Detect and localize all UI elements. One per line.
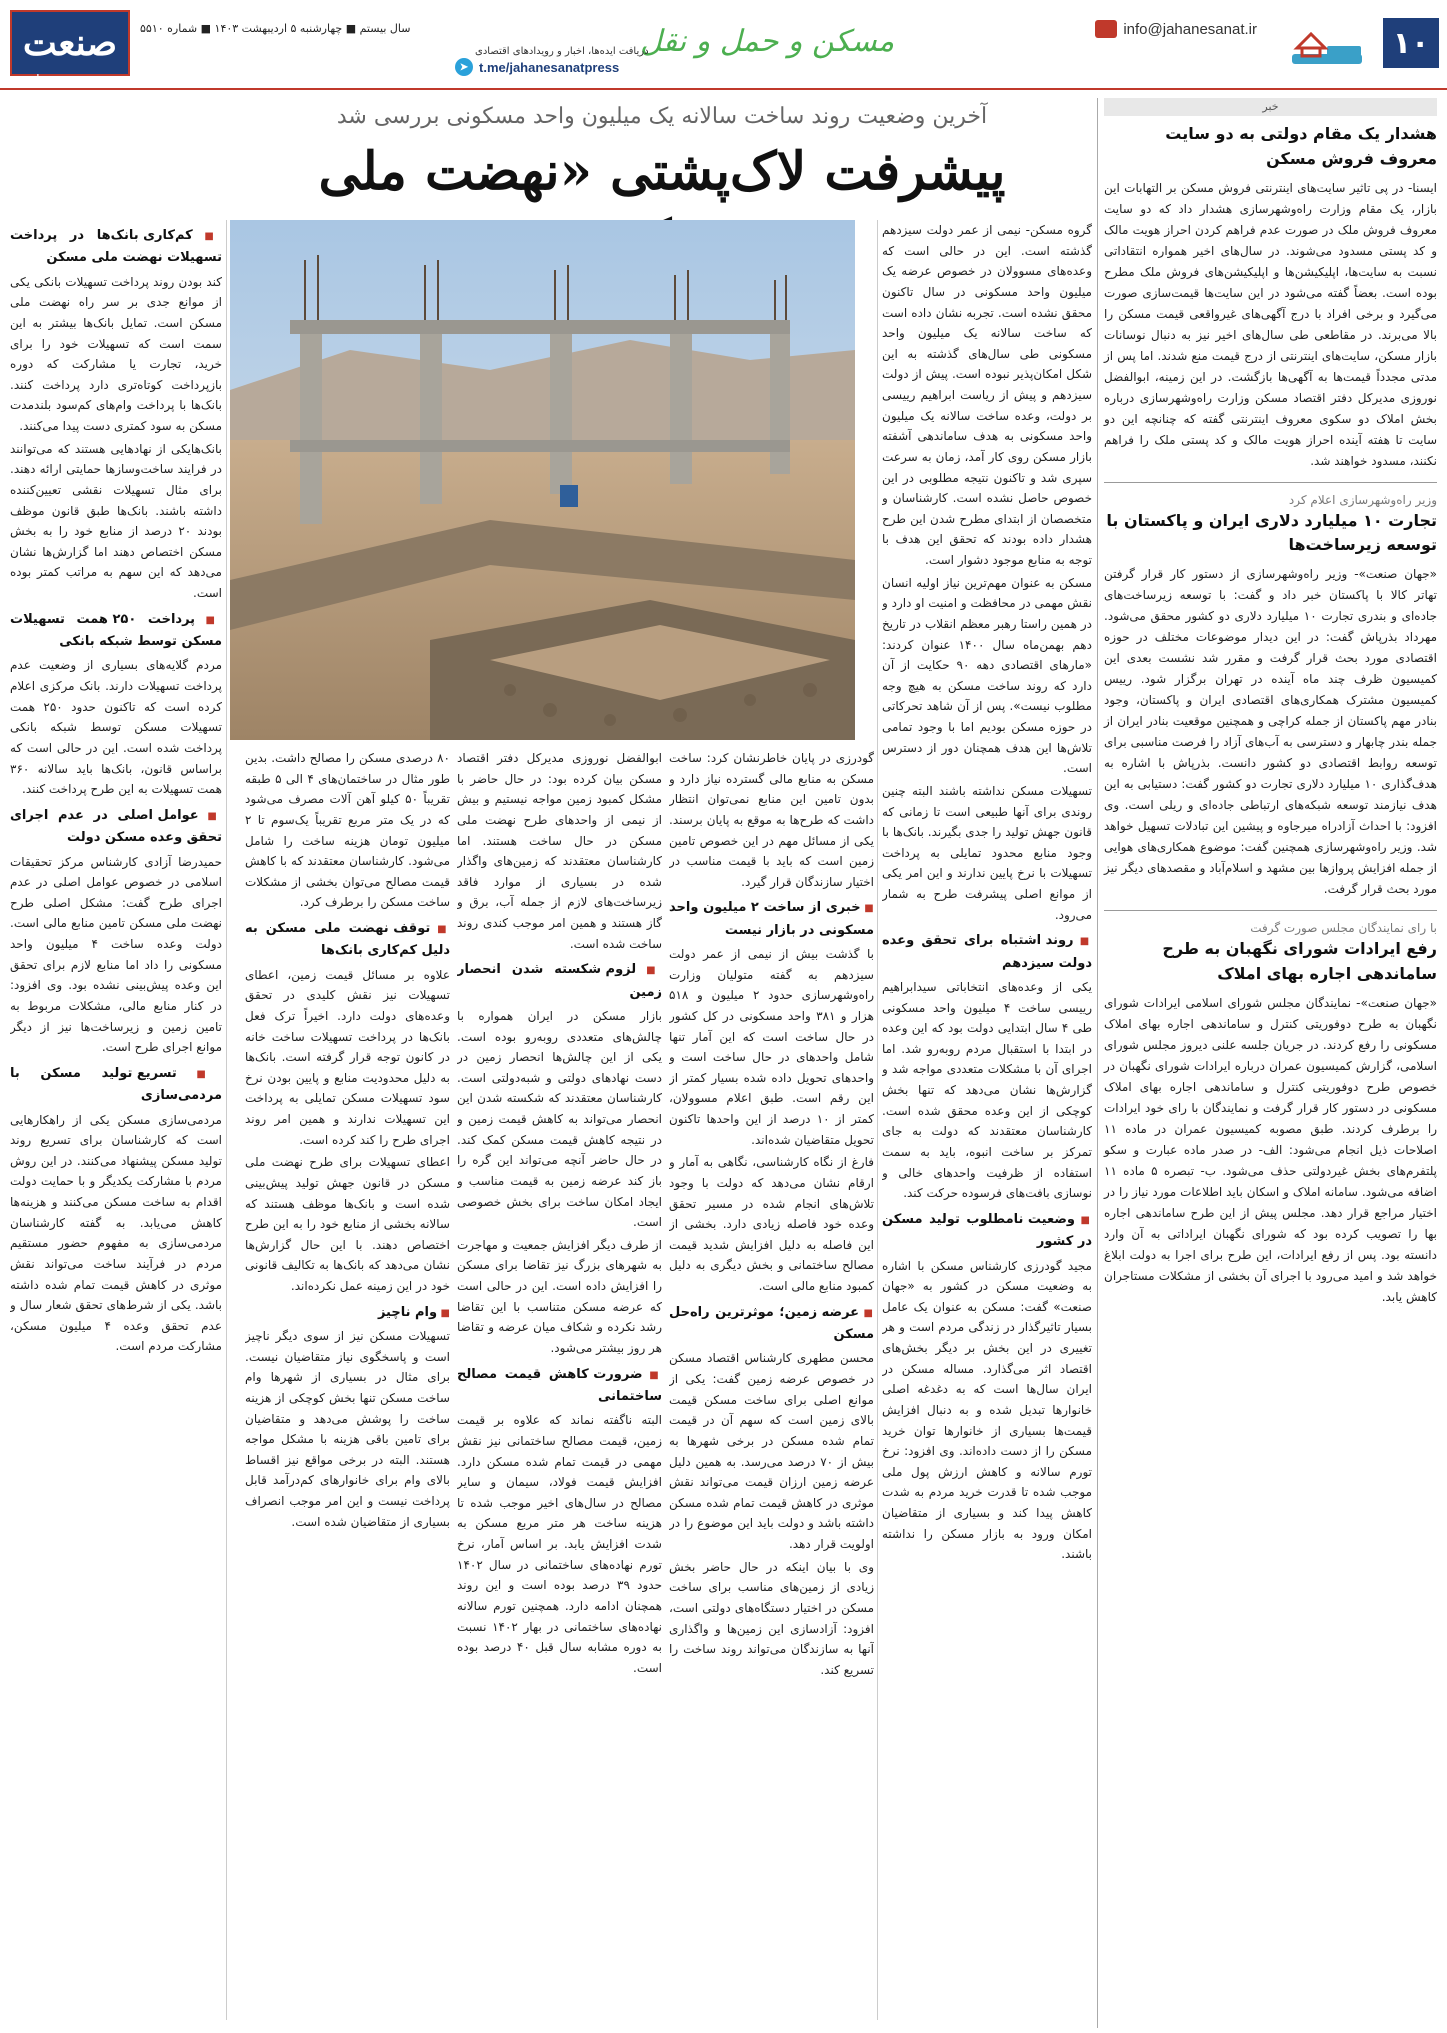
paragraph: مردم گلایه‌های بسیاری از وضعیت عدم پرداخت تسهیلات دارند. بانک مرکزی اعلام کرده است که تاکنون حدود ۲۵۰ همت تسهیلات مسکن توسط شبکه بانکی پرداخت شده است. این در حالی است که براساس قانون، بانک‌ها باید سالانه ۳۶۰ همت تسهیلات به این طرح پرداخت کنند. xyxy=(10,658,222,797)
paragraph: با گذشت بیش از نیمی از عمر دولت سیزدهم به گفته متولیان وزارت راه‌وشهرسازی حدود ۲ میلیون و ۵۱۸ هزار و ۳۸۱ واحد مسکونی در کل کشور در حال ساخت است که این آمار تنها شامل واحدهای در حال ساخت است و واحدهای تحویل داده شده بسیار کمتر از این رقم است. طبق اعلام مسوولان، کمتر از ۱۰ درصد از این واحدها تاکنون تحویل متقاضیان شده‌اند. xyxy=(669,947,874,1147)
main-article xyxy=(10,98,1092,2028)
article-headline: پیشرفت لاک‌پشتی «نهضت ملی xyxy=(318,141,1006,202)
sidebar-story1-body: ایسنا- در پی تاثیر سایت‌های اینترنتی فروش مسکن بر التهابات این بازار، یک مقام وزارت راه‌وشهرسازی هشدار داد که دو سایت معروف فروش ملک در صورت عدم فراهم کردن احراز هویت مالک و کد پستی مسدود می‌شوند. در سال‌های اخیر همواره انتقاداتی نسبت به سایت‌ها، اپلیکیشن‌ها و اپلیکیشن‌های فروش ملک مطرح بوده است. بعضاً گفته می‌شود در این سایت‌ها قیمت‌سازی صورت می‌گیرد و برخی افراد با درج آگهی‌های غیرواقعی قیمت مسکن را بالا می‌برند. در مقاطعی طی سال‌های اخیر نیز به دنبال نوسانات بازار مسکن، سایت‌های اینترنتی از درج قیمت منع شدند. اما پس از مدتی مجدداً قیمت‌ها به آگهی‌ها بازگشت. در این زمینه، ابوالفضل نوروزی مدیرکل دفتر اقتصاد مسکن وزارت راه‌وشهرسازی درباره بخش املاک دو سکوی معروف اینترنتی گفته که چنانچه این دو سایت تا هفته آینده احراز هویت مالک و کد پستی ملک را فراهم نکنند، مسدود خواهند شد. xyxy=(1104,180,1437,468)
sidebar-story3-title: رفع ایرادات شورای نگهبان به طرح ساماندهی اجاره بهای املاک xyxy=(1162,939,1437,983)
email-text: info@jahanesanat.ir xyxy=(1123,20,1257,38)
article-column-1 xyxy=(882,220,1092,2025)
section-title: مسکن و حمل و نقل xyxy=(640,24,895,59)
paragraph: علاوه بر مسائل قیمت زمین، اعطای تسهیلات نیز نقش کلیدی در تحقق وعده‌های دولت دارد. اخیراً ترک فعل بانک‌ها در پرداخت تسهیلات ساخت خانه در کانون توجه قرار گرفته است. بانک‌ها به دلیل محدودیت منابع و پایین بودن نرخ سود تسهیلات مسکن تمایلی به پرداخت این تسهیلات ندارند و همین امر روند اجرای طرح را کند کرده است. xyxy=(245,967,450,1147)
paragraph: البته ناگفته نماند که علاوه بر قیمت زمین، قیمت مصالح ساختمانی نیز نقش مهمی در قیمت تمام شده مسکن دارد. افزایش قیمت فولاد، سیمان و سایر مصالح در سال‌های اخیر موجب شده تا هزینه ساخت هر متر مربع مسکن به شدت افزایش یابد. بر اساس آمار، نرخ تورم نهاده‌های ساختمانی در سال ۱۴۰۲ حدود ۳۹ درصد بوده است و این روند همچنان ادامه دارد. همچنین تورم سالانه نهاده‌های ساختمانی در بهار ۱۴۰۲ نسبت به دوره مشابه سال قبل ۴۰ درصد بوده است. xyxy=(457,1413,662,1675)
column-divider xyxy=(226,220,227,2020)
article-supertitle: آخرین وضعیت روند ساخت سالانه یک میلیون واحد مسکونی بررسی شد xyxy=(336,104,988,129)
paragraph: یکی از وعده‌های انتخاباتی سیدابراهیم رییسی ساخت ۴ میلیون واحد مسکونی طی ۴ سال ابتدایی دولت بود که این وعده در ابتدا با استقبال مردم روبه‌رو شد. اما اجرای آن با مشکلات متعددی مواجه شد و گزارش‌ها نشان می‌دهد که تنها بخش کوچکی از این وعده محقق شده است. کارشناسان معتقدند که دولت به جای تمرکز بر ساخت انبوه، باید به سمت استفاده از ظرفیت واحدهای خالی و نوسازی بافت‌های فرسوده حرکت کند. xyxy=(882,979,1092,1201)
page-header xyxy=(0,0,1447,90)
paragraph: کند بودن روند پرداخت تسهیلات بانکی یکی از موانع جدی بر سر راه نهضت ملی مسکن است. تمایل بانک‌ها بیشتر به این سمت است که تسهیلات خود را برای خرید، تجارت یا مشارکت که دوره بازپرداخت کوتاه‌تری دارد پرداخت کنند. بانک‌ها با پرداخت وام‌های کم‌سود بلندمدت مسکن به سود کمتری دست پیدا می‌کنند. xyxy=(10,274,222,434)
paragraph: تسهیلات مسکن نیز از سوی دیگر ناچیز است و پاسخگوی نیاز متقاضیان نیست. برای مثال در بسیاری از شهرها وام ساخت مسکن تنها بخش کوچکی از هزینه ساخت را پوشش می‌دهد و متقاضیان برای تامین باقی هزینه با مشکل مواجه هستند. البته در برخی مواقع نیز اقساط بالای وام برای خانوارهای کم‌درآمد قابل پرداخت نیست و این امر موجب انصراف بسیاری از متقاضیان شده است. xyxy=(245,1329,450,1529)
sidebar-story2-body: «جهان صنعت»- وزیر راه‌وشهرسازی از دستور کار قرار گرفتن تهاتر کالا با پاکستان خبر داد و گفت: با توسعه زیرساخت‌های جاده‌ای و بندری تجارت ۱۰ میلیارد دلاری دو کشور محقق می‌شود. مهرداد بذرپاش گفت: در این دیدار موضوعات مختلف در حوزه اقتصادی مورد بحث قرار گرفت و مقرر شد نشست بعدی این کمیسیون ظرف چند ماه آینده در تهران برگزار شود. رییس کمیسیون مشترک همکاری‌های اقتصادی ایران و پاکستان، وجود بنادر مهم پاکستان از جمله کراچی و همچنین موقعیت بنادر ایران از جمله بندر چابهار و دسترسی به آب‌های آزاد را فرصت مناسبی برای توسعه روابط اقتصادی دو کشور دانست. بذرپاش با اشاره به هدف‌گذاری ۱۰ میلیارد دلاری تجارت دو کشور گفت: دستیابی به این هدف نیازمند توسعه شبکه‌های ارتباطی جاده‌ای و ریلی است. وی افزود: با احداث آزادراه میرجاوه و پیشین این تبادلات تسهیل خواهد شد. وزیر راه‌وشهرسازی همچنین گفت: موضوع همکاری‌های هوایی از جمله افزایش پروازها بین مشهد و اسلام‌آباد و مقصدهای دیگر نیز مورد بحث قرار گرفت. xyxy=(1104,567,1437,897)
paragraph: گودرزی در پایان خاطرنشان کرد: ساخت مسکن به منابع مالی گسترده نیاز دارد و بدون تامین این منابع نمی‌توان انتظار داشت که طرح‌ها به موقع به پایان برسند. یکی از مسائل مهم در این خصوص تامین زمین است که باید با قیمت مناسب در اختیار سازندگان قرار گیرد. xyxy=(669,751,874,889)
paragraph: حمیدرضا آزادی کارشناس مرکز تحقیقات اسلامی در خصوص عوامل اصلی در عدم اجرای طرح گفت: مشکل اصلی طرح نهضت ملی مسکن تامین منابع مالی است. دولت وعده ساخت ۴ میلیون واحد مسکونی را داد اما منابع لازم برای تحقق این وعده پیش‌بینی نشده بود. وی افزود: در کنار منابع مالی، مشکلات مربوط به تامین زمین و زیرساخت‌ها نیز از دیگر موانع اجرای طرح است. xyxy=(10,854,222,1055)
paragraph: فارغ از نگاه کارشناسی، نگاهی به آمار و ارقام نشان می‌دهد که دولت با وجود تلاش‌های انجام شده در مسیر تحقق وعده خود فاصله زیادی دارد. بخشی از این فاصله به دلیل افزایش شدید قیمت مصالح ساختمانی و بخش دیگری به دلیل کمبود منابع مالی است. xyxy=(669,1155,874,1294)
subheading: ■ روند اشتباه برای تحقق وعده دولت سیزدهم xyxy=(882,930,1092,975)
article-column-2 xyxy=(669,748,874,2023)
subheading: ■ عرضه زمین؛ موثرترین راه‌حل مسکن xyxy=(669,1302,874,1347)
subheading: ■ تسریع تولید مسکن با مردمی‌سازی xyxy=(10,1063,222,1108)
newspaper-logo xyxy=(10,10,130,84)
subheading: ■ ضرورت کاهش قیمت مصالح ساختمانی xyxy=(457,1364,662,1409)
sidebar-divider xyxy=(1104,482,1437,483)
telegram-link[interactable] xyxy=(455,58,619,76)
subheading: ■ عوامل اصلی در عدم اجرای تحقق وعده مسکن دولت xyxy=(10,805,222,850)
house-train-icon xyxy=(1287,22,1367,72)
email-icon xyxy=(1095,20,1117,38)
paragraph: ابوالفضل نوروزی مدیرکل دفتر اقتصاد مسکن بیان کرده بود: در حال حاضر با مشکل کمبود زمین مواجه نیستیم و بیش از نیمی از واحدهای طرح نهضت ملی مسکن در حال ساخت هستند. اما کارشناسان معتقدند که زمین‌های واگذار شده در بسیاری از موارد فاقد زیرساخت‌های لازم از جمله آب، برق و گاز هستند و همین امر موجب کندی روند ساخت شده است. xyxy=(457,751,662,951)
paragraph: از طرف دیگر افزایش جمعیت و مهاجرت به شهرهای بزرگ نیز تقاضا برای مسکن را افزایش داده است. این در حالی است که عرضه مسکن متناسب با این تقاضا رشد نکرده و شکاف میان عرضه و تقاضا هر روز بیشتر می‌شود. xyxy=(457,1237,662,1355)
email-contact[interactable] xyxy=(1095,20,1257,38)
column-divider xyxy=(877,220,878,2020)
paragraph: بازار مسکن در ایران همواره با چالش‌های متعددی روبه‌رو بوده است. یکی از این چالش‌ها انحصار زمین در دست نهادهای دولتی و شبه‌دولتی است. کارشناسان معتقدند که شکسته شدن این انحصار می‌تواند به کاهش قیمت زمین و در نتیجه کاهش قیمت مسکن کمک کند. در حال حاضر آنچه می‌تواند این گره را باز کند عرضه زمین به قیمت مناسب و ایجاد امکان ساخت برای بخش خصوصی است. xyxy=(457,1008,662,1230)
logo-subtext: جهان xyxy=(30,74,50,84)
subheading: ■ پرداخت ۲۵۰ همت تسهیلات مسکن توسط شبکه بانکی xyxy=(10,609,222,654)
paragraph: وی با بیان اینکه در حال حاضر بخش زیادی از زمین‌های مناسب برای ساخت مسکن در اختیار دستگاه‌های دولتی است، افزود: آزادسازی این زمین‌ها و واگذاری آنها به سازندگان می‌تواند روند ساخت را تسریع کند. xyxy=(669,1559,874,1677)
subheading: ■ لزوم شکسته شدن انحصار زمین xyxy=(457,959,662,1004)
construction-site-photo xyxy=(230,220,855,740)
paragraph: مجید گودرزی کارشناس مسکن با اشاره به وضعیت مسکن در کشور به «جهان صنعت» گفت: مسکن به عنوان یک عامل بسیار تاثیرگذار در زندگی مردم است و هر تغییری در این بخش بر دیگر بخش‌های اقتصاد اثر می‌گذارد. مساله مسکن در ایران سال‌ها است که به دغدغه اصلی خانوارها تبدیل شده و به دنبال افزایش قیمت‌ها بسیاری از خانوارها توان خرید مسکن را از دست داده‌اند. وی افزود: نرخ تورم سالانه و کاهش ارزش پول ملی موجب شده تا قدرت خرید مردم به شدت کاهش پیدا کند و بسیاری از متقاضیان امکان ورود به بازار مسکن را نداشته باشند. xyxy=(882,1258,1092,1562)
sidebar-story1-title: هشدار یک مقام دولتی به دو سایت معروف فروش مسکن xyxy=(1165,124,1437,168)
subheading: ■ وضعیت نامطلوب تولید مسکن در کشور xyxy=(882,1209,1092,1254)
paragraph: محسن مطهری کارشناس اقتصاد مسکن در خصوص عرضه زمین گفت: یکی از موانع اصلی برای ساخت مسکن قیمت بالای زمین است که سهم آن در قیمت تمام شده مسکن در برخی شهرها به بیش از ۷۰ درصد می‌رسد. به همین دلیل عرضه زمین ارزان قیمت می‌تواند نقش موثری در کاهش قیمت تمام شده مسکن داشته باشد و دولت باید این موضوع را در اولویت قرار دهد. xyxy=(669,1351,874,1552)
paragraph: گروه مسکن- نیمی از عمر دولت سیزدهم گذشته است. این در حالی است که وعده‌های مسوولان در خصوص عرضه یک میلیون واحد مسکونی در سال تاکنون محقق نشده است. تجربه نشان داده است که ساخت سالانه یک میلیون واحد مسکونی طی سال‌های گذشته به این شکل امکان‌پذیر نبوده است. پیش از دولت سیزدهم و پیش از ریاست ابراهیم رییسی بر دولت، وعده ساخت سالانه یک میلیون واحد مسکونی به هدف ساماندهی آشفته بازار مسکن روی کار آمد، زمان به سرعت سپری شد و تاکنون نتیجه مطلوبی در این خصوص حاصل نشده است. کارشناسان و متخصصان از ابتدای مطرح شدن این طرح هشدار داده بودند که تحقق این هدف با توجه به منابع موجود دشوار است. xyxy=(882,223,1092,567)
sidebar-divider xyxy=(1104,910,1437,911)
sidebar-story3-kicker: با رای نمایندگان مجلس صورت گرفت xyxy=(1250,921,1437,936)
paragraph: اعطای تسهیلات برای طرح نهضت ملی مسکن در قانون جهش تولید پیش‌بینی شده است و بانک‌ها موظف هستند که سالانه بخشی از منابع خود را به این طرح اختصاص دهند. با این حال گزارش‌ها نشان می‌دهد که بانک‌ها به تکالیف قانونی خود در این زمینه عمل نکرده‌اند. xyxy=(245,1155,450,1294)
paragraph: مردمی‌سازی مسکن یکی از راهکارهایی است که کارشناسان برای تسریع روند تولید مسکن پیشنهاد می‌کنند. در این روش مردم با مشارکت یکدیگر و با حمایت دولت اقدام به ساخت مسکن می‌کنند و هزینه‌ها کاهش می‌یابد. به گفته کارشناسان مردمی‌سازی به مفهوم حضور مستقیم مردم در فرآیند ساخت می‌تواند نقش موثری در کاهش قیمت تمام شده داشته باشد. یکی از شرط‌های تحقق شعار سال و عدم تحقق وعده ۴ میلیون مسکن، مشارکت مردم است. xyxy=(10,1112,222,1354)
telegram-text: t.me/jahanesanatpress xyxy=(479,59,620,75)
logo-text: صنعت xyxy=(22,22,118,64)
article-column-4 xyxy=(245,748,450,2023)
page-number: ۱۰ xyxy=(1383,18,1439,68)
paragraph: ۸۰ درصدی مسکن را مصالح داشت. بدین طور مثال در ساختمان‌های ۴ الی ۵ طبقه تقریباً ۵۰ کیلو آهن آلات مصرف می‌شود که در یک متر مربع تقریباً یک‌سوم تا ۲ میلیون تومان هزینه ساخت را شامل می‌شود. کارشناسان معتقدند که با کاهش قیمت مصالح می‌توان بخشی از مشکلات ساخت مسکن را برطرف کرد. xyxy=(245,751,450,910)
paragraph: مسکن به عنوان مهم‌ترین نیاز اولیه انسان نقش مهمی در محافظت و امنیت او دارد و در همین راستا رهبر معظم انقلاب در تاریخ دهم بهمن‌ماه سال ۱۴۰۰ عنوان کردند: «مارهای اقتصادی دهه ۹۰ حکایت از آن دارد که روند ساخت مسکن به هیچ وجه مطلوب نیست». پس از آن شاهد تحرکاتی در حوزه مسکن بودیم اما با وجود تمامی تلاش‌ها این هدف همچنان دور از دسترس است. xyxy=(882,575,1092,776)
news-sidebar xyxy=(1097,98,1437,2028)
subheading: ■ وام ناچیز xyxy=(245,1302,450,1324)
telegram-icon: ➤ xyxy=(455,58,473,76)
paragraph: تسهیلات مسکن نداشته باشند البته چنین روندی برای آنها طبیعی است تا زمانی که قانون جهش تولید را جدی بگیرند. بانک‌ها با وجود منابع محدود تمایلی به پرداخت تسهیلات با نرخ پایین ندارند و این امر یکی از موانع اصلی پیشرفت طرح به شمار می‌رود. xyxy=(882,783,1092,922)
issue-info: سال بیستم ■ چهارشنبه ۵ اردیبهشت ۱۴۰۳ ■ شماره ۵۵۱۰ xyxy=(140,22,411,35)
subheading: ■ خبری از ساخت ۲ میلیون واحد مسکونی در بازار نیست xyxy=(669,897,874,942)
sidebar-story2-kicker: وزیر راه‌وشهرسازی اعلام کرد xyxy=(1288,492,1437,507)
telegram-tagline: دریافت ایده‌ها، اخبار و رویدادهای اقتصادی xyxy=(475,46,649,57)
sidebar-story2-title: تجارت ۱۰ میلیارد دلاری ایران و پاکستان با توسعه زیرساخت‌ها xyxy=(1106,510,1437,555)
sidebar-story3-body: «جهان صنعت»- نمایندگان مجلس شورای اسلامی ایرادات شورای نگهبان به طرح دوفوریتی کنترل و ساماندهی اجاره بهای املاک مسکونی را رفع کردند. در جریان جلسه علنی دیروز مجلس شورای اسلامی، گزارش کمیسیون عمران درباره ایرادات شورای نگهبان در خصوص طرح دوفوریتی کنترل و ساماندهی اجاره بهای املاک مسکونی در دستور کار قرار گرفت و نمایندگان با رای خود ایرادات را برطرف کردند. طبق مصوبه کمیسیون عمران در ماده ۱۱ اصلاحات ذیل انجام می‌شود: الف- در صدر ماده عبارت و سکو پلتفرم‌های بخش غیردولتی حذف می‌شود. ب- تبصره ۵ ماده ۱۱ اضافه می‌شود. سامانه املاک و اسکان باید اطلاعات مورد نیاز را در اختیار مراجع قرار دهد. مجلس پیش از این طرح ساماندهی اجاره بها را تصویب کرده بود که شورای نگهبان ایراداتی به آن وارد دانسته بود. پس از رفع ایرادات، این طرح برای اجرا به دولت ابلاغ خواهد شد و امید می‌رود با اجرای آن بخشی از مشکلات مستاجران کاهش یابد. xyxy=(1104,995,1437,1304)
subheading: ■ توقف نهضت ملی مسکن به دلیل کم‌کاری بانک‌ها xyxy=(245,918,450,963)
article-column-5 xyxy=(10,220,222,2025)
subheading: ■ کم‌کاری بانک‌ها در پرداخت تسهیلات نهضت ملی مسکن xyxy=(10,225,222,270)
article-column-3 xyxy=(457,748,662,2023)
sidebar-label: خبر xyxy=(1104,98,1437,116)
paragraph: بانک‌هایکی از نهادهایی هستند که می‌توانند در فرایند ساخت‌وسازها حمایتی ارائه دهند. برای مثال تسهیلات نقشی تعیین‌کننده داشته باشند. بانک‌ها طبق قانون موظف بودند ۲۰ درصد از منابع خود را به بخش مسکن اختصاص دهند اما گزارش‌ها نشان می‌دهد که این سهم به مراتب کمتر بوده است. xyxy=(10,441,222,601)
